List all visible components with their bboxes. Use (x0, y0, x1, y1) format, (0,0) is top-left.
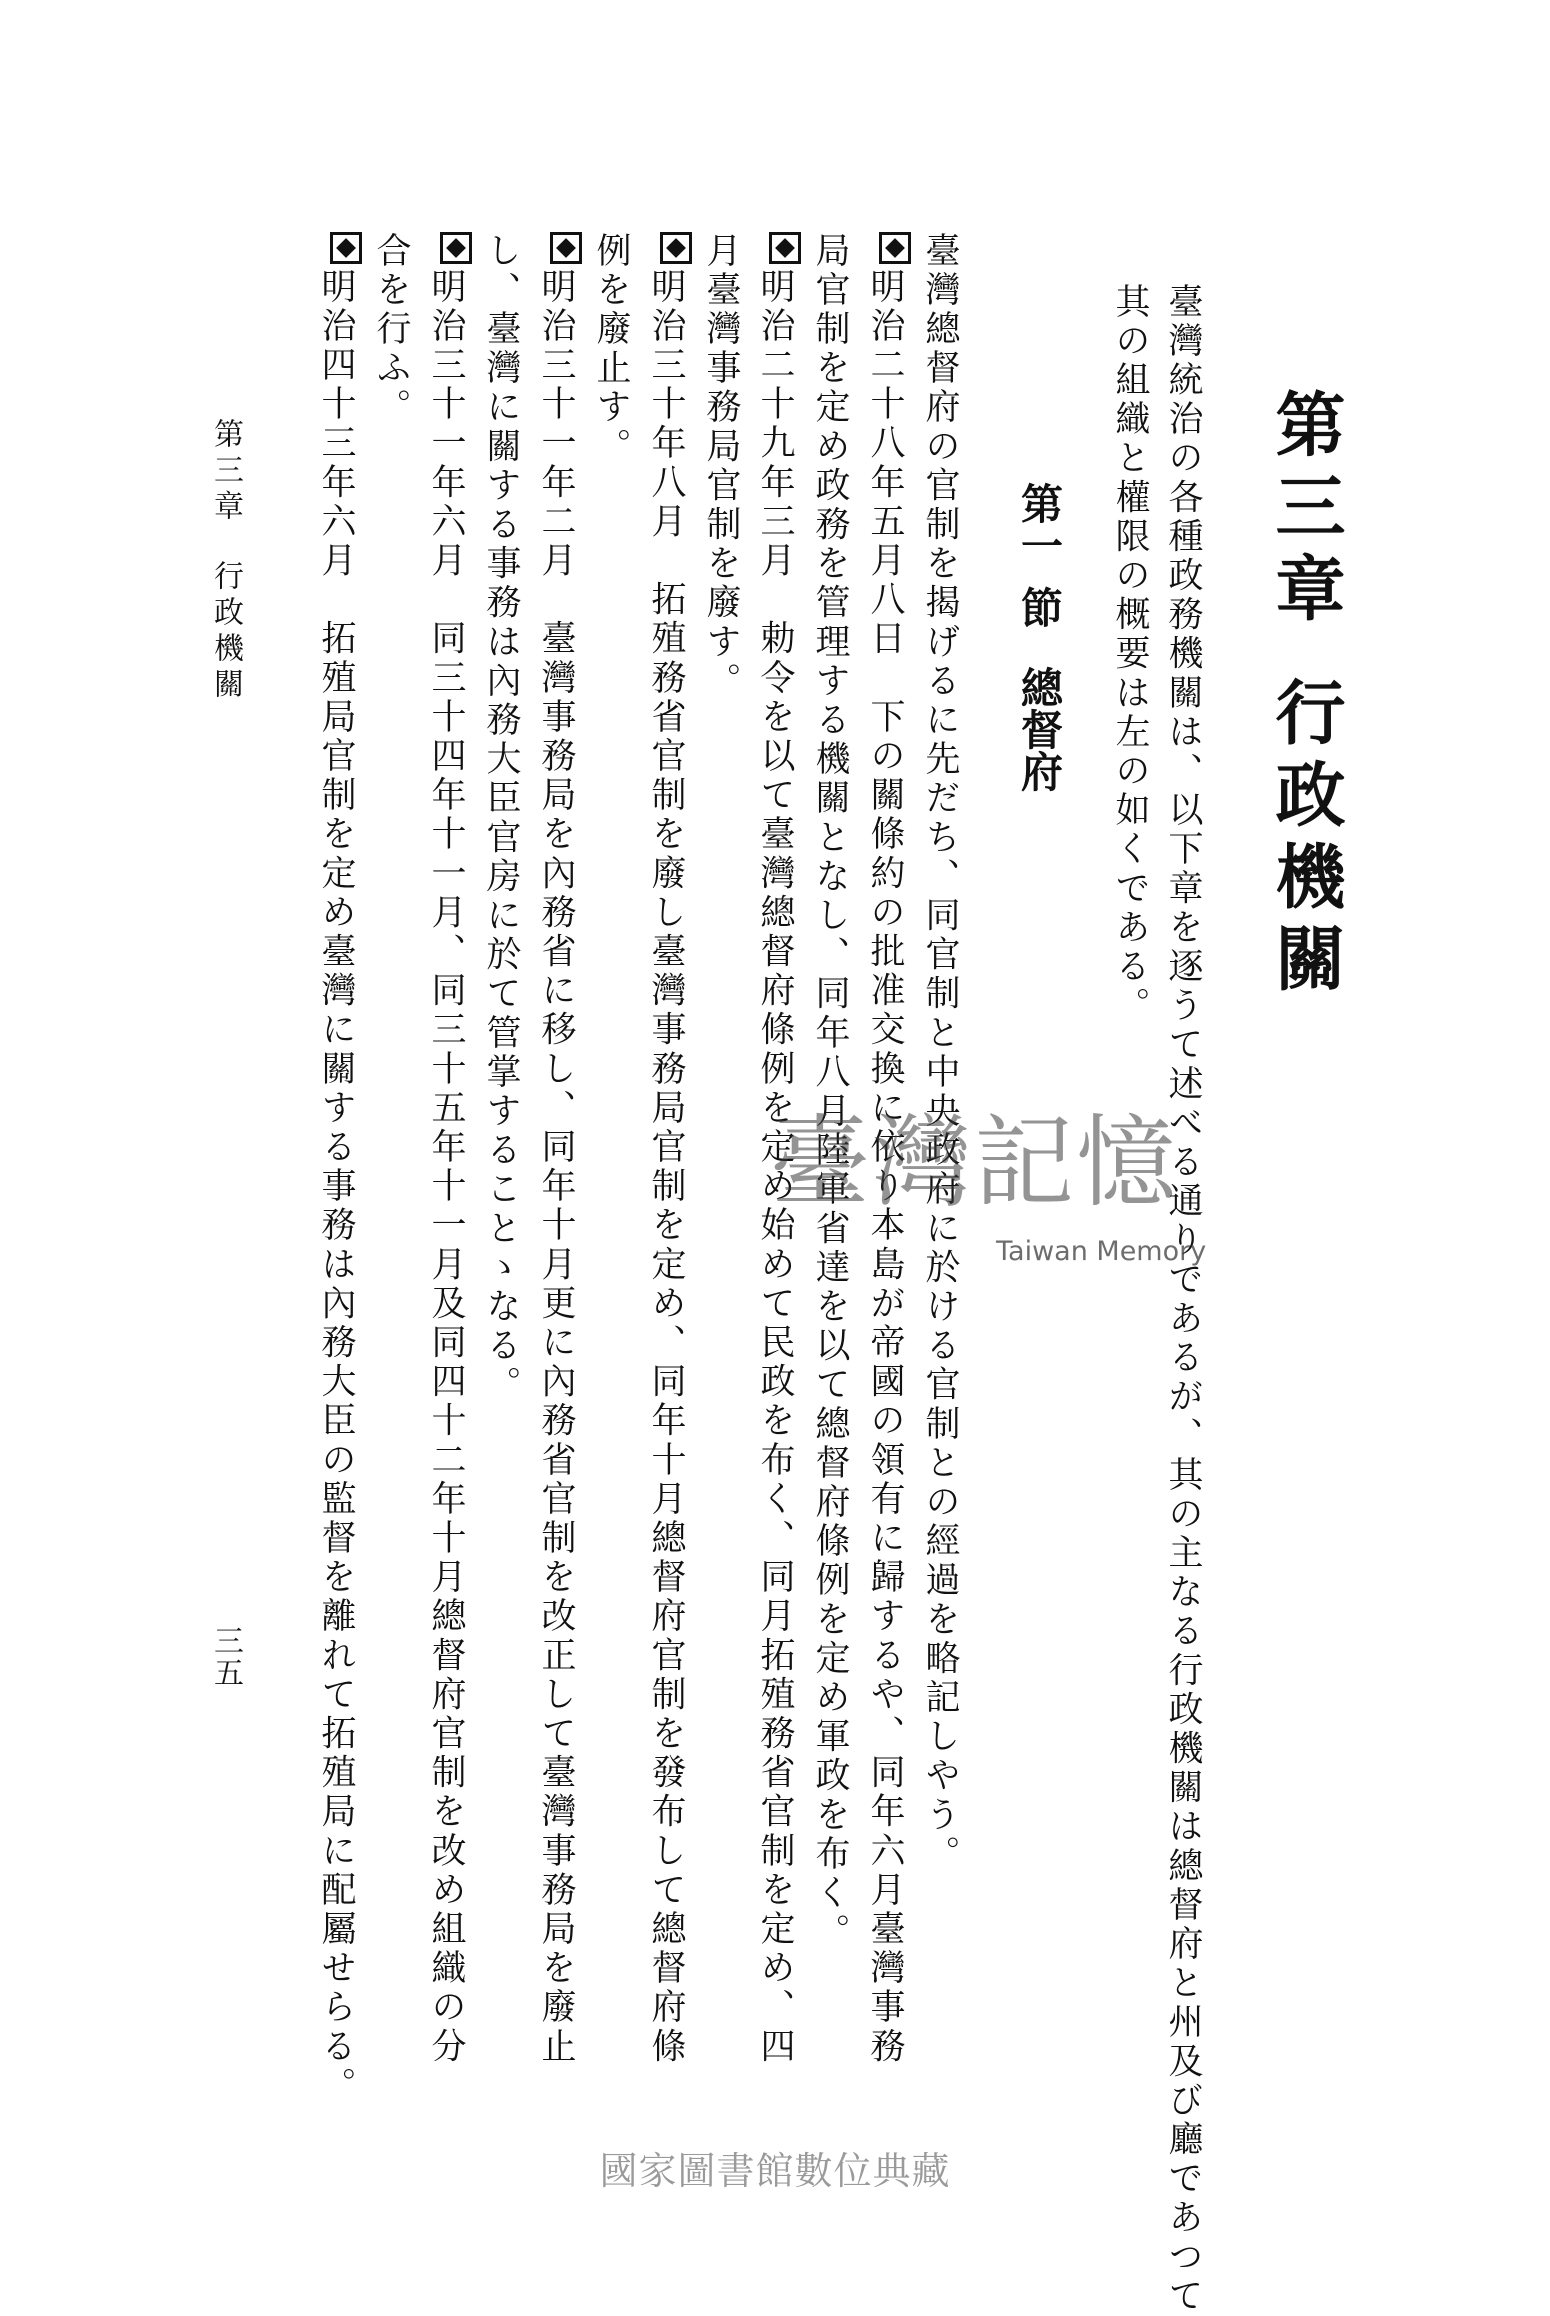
section-title (1015, 482, 1064, 792)
body-column: 明治三十一年二月 臺灣事務局を內務省に移し、同年十月更に內務省官制を改正して臺灣事務局を廢止 (536, 268, 576, 2067)
chapter-name: 行政機關 (1264, 676, 1346, 1004)
body-column-entry (867, 232, 911, 2067)
bullet-marker-icon (440, 232, 472, 264)
library-stamp: 國家圖書館數位典藏 (599, 2149, 951, 2193)
page-number: 三五 (208, 1625, 243, 1689)
body-column: 月臺灣事務局官制を廢す。 (701, 232, 741, 702)
body-column: 明治四十三年六月 拓殖局官制を定め臺灣に關する事務は內務大臣の監督を離れて拓殖局に配屬せらる。 (316, 268, 356, 2106)
chapter-number: 第三章 (1264, 388, 1346, 634)
bullet-marker-icon (879, 232, 911, 264)
bullet-marker-icon (660, 232, 692, 264)
body-column-entry (757, 232, 801, 2067)
footer-chapter: 第三章 (208, 418, 243, 526)
body-column: 明治二十九年三月 勅令を以て臺灣總督府條例を定め始めて民政を布く、同月拓殖務省官制を定め、四 (755, 268, 795, 2067)
body-column: 局官制を定め政務を管理する機關となし、同年八月陸軍省達を以て總督府條例を定め軍政を布く。 (810, 232, 850, 1953)
section-name: 總督府 (1015, 666, 1064, 792)
body-column-entry (648, 232, 692, 2067)
bullet-marker-icon (550, 232, 582, 264)
footer-title: 行政機關 (208, 560, 243, 704)
body-column-entry (428, 232, 472, 2067)
section-word: 節 (1015, 586, 1064, 628)
body-column: 明治三十一年六月 同三十四年十一月、同三十五年十一月及同四十二年十月總督府官制を改め組織の分 (426, 268, 466, 2067)
body-column: 明治二十八年五月八日 下の關條約の批准交換に依り本島が帝國の領有に歸するや、同年六月臺灣事務 (865, 268, 905, 2067)
body-column-entry (538, 232, 582, 2067)
bullet-marker-icon (769, 232, 801, 264)
body-column: し、臺灣に關する事務は內務大臣官房に於て管掌することゝなる。 (481, 232, 521, 1405)
section-number: 第一 (1015, 482, 1064, 566)
intro-line-2: 其の組織と權限の概要は左の如くである。 (1110, 283, 1150, 1026)
running-footer (208, 418, 243, 704)
body-column-entry (318, 232, 362, 2106)
body-column: 例を廢止す。 (591, 232, 631, 467)
intro-line-1: 臺灣統治の各種政務機關は、以下章を逐うて述べる通りであるが、其の主なる行政機關は總督府と州及び廳であつて (1163, 283, 1203, 2316)
bullet-marker-icon (330, 232, 362, 264)
body-column: 明治三十年八月 拓殖務省官制を廢し臺灣事務局官制を定め、同年十月總督府官制を發布して總督府條 (646, 268, 686, 2067)
body-column: 合を行ふ。 (371, 232, 411, 428)
watermark-chars: 臺灣記憶 (770, 1104, 1178, 1221)
watermark-latin: Taiwan Memory (996, 1236, 1207, 1267)
chapter-title (1264, 388, 1346, 1004)
body-column: 臺灣總督府の官制を揭げるに先だち、同官制と中央政府に於ける官制との經過を略記しやう。 (920, 232, 960, 1875)
